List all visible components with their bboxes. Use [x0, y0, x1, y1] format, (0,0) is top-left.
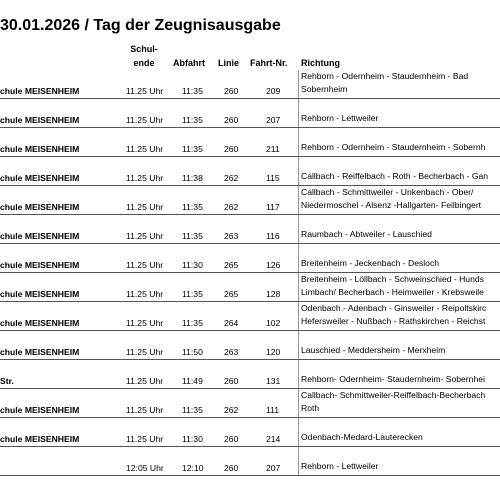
richtung-line: Rehborn - Lettweiler [301, 113, 379, 123]
cell-abfahrt: 11:30 [182, 260, 203, 270]
cell-linie: 262 [224, 202, 239, 212]
richtung-line: Odenbach - Adenbach - Ginsweiler - Reipoltskirc [301, 303, 487, 313]
cell-school: chule MEISENHEIM [0, 202, 80, 212]
column-divider [298, 447, 299, 475]
cell-school: chule MEISENHEIM [0, 347, 80, 357]
cell-fahrt-nr: 209 [266, 86, 281, 96]
cell-richtung [301, 141, 485, 154]
cell-school: chule MEISENHEIM [0, 86, 80, 96]
cell-fahrt-nr: 207 [266, 115, 281, 125]
cell-abfahrt: 11:35 [182, 86, 203, 96]
richtung-line: Odenbach-Medard-Lauterecken [301, 432, 423, 442]
column-divider [298, 128, 299, 156]
richtung-line: Sobernheim [301, 84, 348, 94]
cell-school: chule MEISENHEIM [0, 405, 80, 415]
cell-linie: 262 [224, 405, 239, 415]
cell-richtung [301, 344, 445, 357]
page-title: 30.01.2026 / Tag der Zeugnisausgabe [0, 17, 281, 34]
cell-fahrt-nr: 111 [266, 405, 280, 415]
header-schulende-line2: ende [133, 58, 155, 68]
cell-school: chule MEISENHEIM [0, 173, 80, 183]
column-divider [298, 360, 299, 388]
table-row [0, 447, 500, 476]
cell-schulende: 11.25 Uhr [126, 231, 164, 241]
cell-abfahrt: 11:49 [182, 376, 203, 386]
cell-richtung [301, 186, 481, 212]
cell-schulende: 11.25 Uhr [126, 144, 164, 154]
cell-schulende: 11.25 Uhr [126, 260, 164, 270]
cell-abfahrt: 11:50 [182, 347, 203, 357]
column-divider [298, 302, 299, 330]
cell-schulende: 12:05 Uhr [126, 463, 164, 473]
cell-abfahrt: 11:35 [182, 144, 203, 154]
table-row [0, 273, 500, 302]
cell-abfahrt: 11:38 [182, 173, 203, 183]
cell-school: Str. [0, 376, 14, 386]
cell-fahrt-nr: 120 [266, 347, 281, 357]
cell-school: chule MEISENHEIM [0, 260, 80, 270]
table-row [0, 244, 500, 273]
cell-schulende: 11.25 Uhr [126, 115, 164, 125]
table-row [0, 128, 500, 157]
cell-linie: 260 [224, 144, 239, 154]
cell-school: chule MEISENHEIM [0, 231, 80, 241]
table-row [0, 418, 500, 447]
cell-school: chule MEISENHEIM [0, 144, 80, 154]
cell-fahrt-nr: 115 [266, 173, 280, 183]
cell-fahrt-nr: 116 [266, 231, 280, 241]
cell-richtung [301, 431, 423, 444]
table-row [0, 389, 500, 418]
richtung-line: Rehborn - Odernheim - Staudernheim - Sobernh [301, 142, 486, 152]
column-divider [298, 70, 299, 98]
richtung-line: Callbach- Schmittweiler-Reiffelbach-Becherbach [301, 390, 486, 400]
column-divider [298, 331, 299, 359]
header-richtung: Richtung [301, 58, 340, 68]
cell-linie: 265 [224, 260, 239, 270]
cell-richtung [301, 70, 468, 96]
cell-school: chule MEISENHEIM [0, 434, 80, 444]
cell-richtung [301, 257, 439, 270]
cell-schulende: 11.25 Uhr [126, 173, 164, 183]
header-fahrt-nr: Fahrt-Nr. [250, 58, 288, 68]
cell-school: chule MEISENHEIM [0, 115, 80, 125]
cell-linie: 260 [224, 86, 239, 96]
cell-schulende: 11.25 Uhr [126, 405, 164, 415]
cell-fahrt-nr: 214 [266, 434, 281, 444]
richtung-line: Rehborn- Odernheim- Staudernheim- Sobernhei [301, 374, 485, 384]
cell-linie: 263 [224, 347, 239, 357]
richtung-line: Callbach - Schmittweiler - Unkenbach - Ober/ [301, 187, 474, 197]
richtung-line: Callbach - Reiffelbach - Roth - Becherbach - Gan [301, 171, 489, 181]
richtung-line: Rehborn - Lettweiler [301, 461, 379, 471]
cell-fahrt-nr: 131 [266, 376, 281, 386]
richtung-line: Niedermoschel - Alsenz -Hallgarten- Feilbingert [301, 200, 482, 210]
cell-richtung [301, 302, 486, 328]
header-abfahrt: Abfahrt [173, 58, 205, 68]
cell-schulende: 11.25 Uhr [126, 434, 164, 444]
cell-linie: 260 [224, 463, 239, 473]
header-schulende-line1: Schul- [130, 44, 158, 54]
richtung-line: Roth [301, 403, 320, 413]
column-divider [298, 389, 299, 417]
cell-abfahrt: 11:35 [182, 289, 203, 299]
table-row [0, 302, 500, 331]
cell-abfahrt: 11:35 [182, 202, 203, 212]
cell-richtung [301, 460, 378, 473]
cell-fahrt-nr: 117 [266, 202, 280, 212]
richtung-line: Breitenheim - Löllbach - Schweinschied - Hunds [301, 274, 484, 284]
richtung-line: Lauschied - Meddersheim - Merxheim [301, 345, 446, 355]
cell-linie: 260 [224, 376, 239, 386]
cell-linie: 265 [224, 289, 239, 299]
cell-abfahrt: 11:35 [182, 318, 203, 328]
cell-linie: 260 [224, 434, 239, 444]
cell-schulende: 11.25 Uhr [126, 86, 164, 96]
cell-schulende: 11.25 Uhr [126, 289, 164, 299]
table-row [0, 99, 500, 128]
cell-linie: 263 [224, 231, 239, 241]
cell-linie: 262 [224, 173, 239, 183]
column-divider [298, 273, 299, 301]
cell-school: chule MEISENHEIM [0, 318, 80, 328]
richtung-line: Limbach/ Becherbach - Heimweiler - Krebsweile [301, 287, 484, 297]
cell-richtung [301, 273, 484, 299]
cell-fahrt-nr: 102 [266, 318, 281, 328]
cell-fahrt-nr: 207 [266, 463, 281, 473]
richtung-line: Hefersweiler - Nußbach - Rathskirchen - Reichst [301, 316, 486, 326]
table-row [0, 157, 500, 186]
column-divider [298, 215, 299, 243]
cell-linie: 260 [224, 115, 239, 125]
cell-schulende: 11.25 Uhr [126, 376, 164, 386]
cell-abfahrt: 11:35 [182, 115, 203, 125]
table-row [0, 360, 500, 389]
cell-richtung [301, 112, 378, 125]
cell-fahrt-nr: 126 [266, 260, 281, 270]
richtung-line: Raumbach - Abtweiler - Lauschied [301, 229, 432, 239]
cell-linie: 264 [224, 318, 239, 328]
richtung-line: Breitenheim - Jeckenbach - Desloch [301, 258, 440, 268]
cell-fahrt-nr: 211 [266, 144, 280, 154]
table-row [0, 331, 500, 360]
cell-schulende: 11.25 Uhr [126, 202, 164, 212]
cell-abfahrt: 12:10 [182, 463, 204, 473]
cell-richtung [301, 228, 432, 241]
column-divider [298, 418, 299, 446]
header-schulende [128, 42, 160, 70]
richtung-line: Rehborn - Odernheim - Staudernheim - Bad [301, 71, 469, 81]
cell-schulende: 11.25 Uhr [126, 347, 164, 357]
column-divider [298, 99, 299, 127]
table-row [0, 186, 500, 215]
cell-abfahrt: 11:30 [182, 434, 203, 444]
column-divider [298, 244, 299, 272]
cell-fahrt-nr: 128 [266, 289, 281, 299]
cell-schulende: 11.25 Uhr [126, 318, 164, 328]
cell-abfahrt: 11:35 [182, 405, 203, 415]
cell-abfahrt: 11:35 [182, 231, 203, 241]
header-linie: Linie [218, 58, 240, 68]
table-row [0, 215, 500, 244]
table-row [0, 70, 500, 99]
cell-richtung [301, 373, 485, 386]
cell-richtung [301, 389, 485, 415]
column-divider [298, 157, 299, 185]
column-divider [298, 186, 299, 214]
cell-richtung [301, 170, 488, 183]
cell-school: chule MEISENHEIM [0, 289, 80, 299]
